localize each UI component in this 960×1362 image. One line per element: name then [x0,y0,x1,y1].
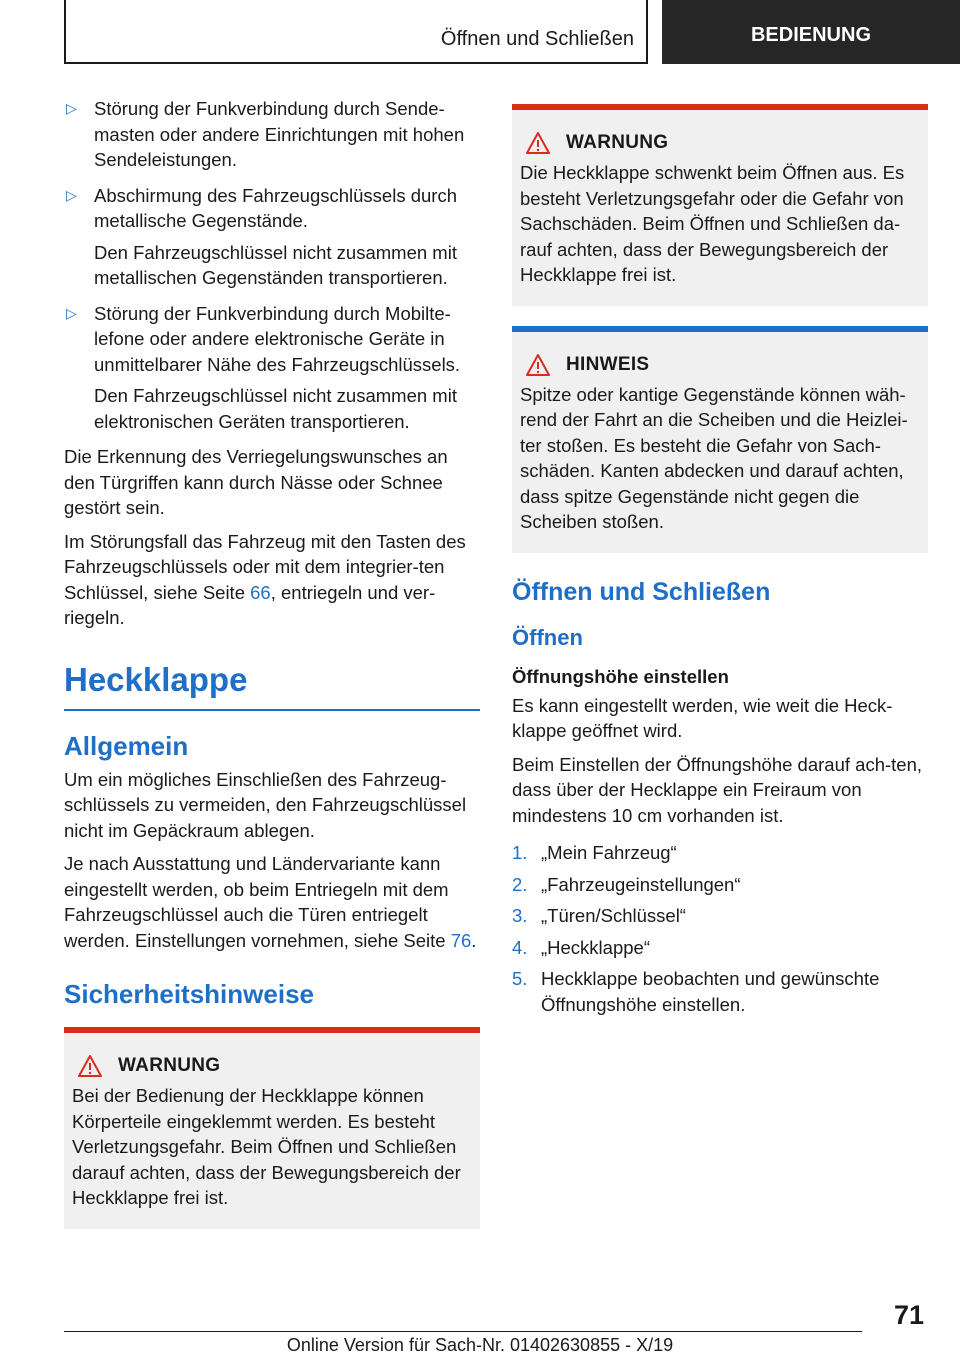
paragraph-allgemein-2-suffix: . [471,929,477,951]
triangle-bullet-icon: ▷ [66,100,77,116]
heading-sicherheitshinweise: Sicherheitshinweise [64,979,314,1009]
paragraph-fault-suffix: , entriegeln und ver-riegeln. [64,581,436,628]
list-item [64,183,480,291]
right-column [512,104,928,1023]
warning-triangle-icon [526,354,550,376]
step-number: 4. [512,936,528,958]
list-item-subtext: Den Fahrzeugschlüssel nicht zusammen mit elektronischen Geräten transportieren. [94,385,457,432]
heading-oeffnen-schliessen: Öffnen und Schließen [512,577,771,606]
warning-title: WARNUNG [566,132,669,153]
warning-box [64,1027,480,1229]
hinweis-header [520,354,920,376]
warning-header [72,1055,472,1077]
page-number: 71 [893,1300,924,1330]
list-item-text: Störung der Funkverbindung durch Sende-masten oder andere Einrichtungen mit hohen Sendeleistungen. [94,98,465,170]
step-item [512,966,928,1017]
page-link-66[interactable]: 66 [250,581,271,603]
paragraph-allgemein-2-text: Je nach Ausstattung und Ländervariante kann eingestellt werden, ob beim Entriegeln mit dem Fahrzeugschlüssel auch die Türen entriegelt werden. Einstellungen vornehmen, siehe Seite [64,853,451,951]
step-list [512,840,928,1017]
step-item [512,935,928,961]
left-column [64,96,480,1247]
step-text: „Türen/Schlüssel“ [541,905,686,926]
paragraph-fault-text: Im Störungsfall das Fahrzeug mit den Tasten des Fahrzeugschlüssels oder mit dem integrier-ten Schlüssel, siehe Seite [64,530,466,603]
heading-allgemein: Allgemein [64,730,189,761]
step-text: „Heckklappe“ [541,936,650,958]
warning-triangle-icon [78,1055,102,1077]
triangle-bullet-icon: ▷ [66,304,77,321]
step-item [512,872,928,898]
step-text: „Fahrzeugeinstellungen“ [541,873,741,895]
list-item-text: Störung der Funkverbindung durch Mobilte-lefone oder andere elektronische Geräte in unmittelbarer Nähe des Fahrzeugschlüssels. [94,302,461,375]
heading-oeffnungshoehe: Öffnungshöhe einstellen [512,665,729,687]
section-title: Öffnen und Schließen [440,28,634,50]
step-number: 5. [512,968,528,989]
chapter-tab [662,0,960,64]
warning-title: WARNUNG [118,1055,221,1076]
hinweis-body: Spitze oder kantige Gegenstände können wäh-rend der Fahrt an die Scheiben und die Heizlei-ter stoßen. Es besteht die Gefahr von Sach-schäden. Kanten abdecken und darauf achten, dass spitze Gegenstände nicht gegen die Scheiben stoßen. [520,383,908,532]
warning-triangle-icon [526,132,550,154]
warning-box [512,104,928,306]
hinweis-title: HINWEIS [566,353,650,375]
step-number: 1. [512,842,528,863]
bullet-list [64,96,480,434]
page-link-76[interactable]: 76 [450,929,472,951]
step-number: 2. [512,873,528,895]
warning-header [520,132,920,154]
footer-divider [64,1331,862,1332]
paragraph-allgemein-1: Um ein mögliches Einschließen des Fahrzeug-schlüssels zu vermeiden, den Fahrzeugschlüssel nicht im Gepäckraum ablegen. [64,768,467,841]
step-number: 3. [512,905,528,926]
step-item [512,903,928,929]
paragraph-allgemein-2 [64,851,480,953]
list-item-text: Abschirmung des Fahrzeugschlüssels durch metallische Gegenstände. [94,184,457,231]
warning-body: Die Heckklappe schwenkt beim Öffnen aus. Es besteht Verletzungsgefahr oder die Gefahr von Sachschäden. Beim Öffnen und Schließen da-rauf achten, dass der Bewegungsbereich der Heckklappe frei ist. [520,162,905,285]
hinweis-box [512,326,928,553]
heading-oeffnen: Öffnen [512,624,583,650]
heading-heckklappe: Heckklappe [64,661,480,711]
paragraph-oeffnung-2: Beim Einstellen der Öffnungshöhe darauf ach-ten, dass über der Hecklappe ein Freiraum von mindestens 10 cm vorhanden ist. [512,753,922,826]
list-item [64,96,480,173]
footer-online-version: Online Version für Sach-Nr. 01402630855 - X/19 [286,1335,674,1355]
step-text: Heckklappe beobachten und gewünschte Öffnungshöhe einstellen. [541,968,880,1015]
warning-body: Bei der Bedienung der Heckklappe können Körperteile eingeklemmt werden. Es besteht Verletzungsgefahr. Beim Öffnen und Schließen darauf achten, dass der Bewegungsbereich der Heckklappe frei ist. [72,1085,461,1208]
paragraph-detection: Die Erkennung des Verriegelungswunsches an den Türgriffen kann durch Nässe oder Schnee gestört sein. [64,446,448,518]
list-item-subtext: Den Fahrzeugschlüssel nicht zusammen mit metallischen Gegenständen transportieren. [94,241,457,288]
step-text: „Mein Fahrzeug“ [541,842,677,863]
triangle-bullet-icon: ▷ [66,186,77,203]
chapter-tab-label: BEDIENUNG [750,23,871,46]
paragraph-fault [64,529,480,631]
paragraph-oeffnung-1: Es kann eingestellt werden, wie weit die Heck-klappe geöffnet wird. [512,694,893,741]
list-item [64,301,480,435]
step-item [512,840,928,866]
